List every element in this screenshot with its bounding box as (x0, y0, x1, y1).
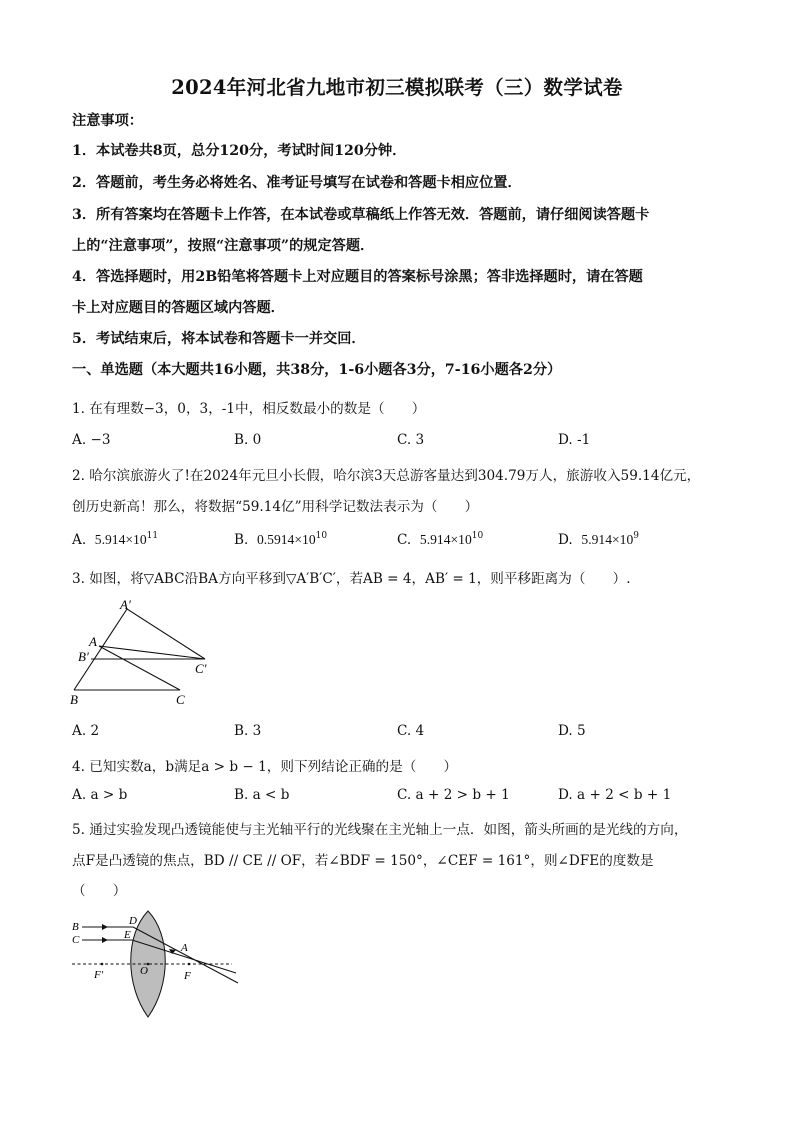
question-2-option-d[interactable] (558, 532, 639, 548)
label-b: B (70, 692, 78, 707)
question-4-option-a[interactable]: A. a > b (72, 787, 128, 803)
label-a: A (89, 634, 97, 649)
notice-item: 2．答题前，考生务必将姓名、准考证号填写在试卷和答题卡相应位置． (72, 175, 522, 191)
option-value: 0.5914×10 (256, 532, 316, 547)
label-b-prime: B′ (78, 649, 89, 664)
question-2-option-a[interactable] (72, 532, 158, 548)
notice-item: 5．考试结束后，将本试卷和答题卡一并交回． (72, 331, 366, 347)
label-c: C (72, 934, 80, 946)
question-1-option-c[interactable]: C. 3 (397, 432, 425, 448)
notice-item: 上的“注意事项”，按照“注意事项”的规定答题． (72, 238, 375, 254)
question-4-stem: 4. 已知实数a，b满足a > b − 1，则下列结论正确的是（ ） (72, 759, 458, 775)
option-value: 5.914×10 (419, 532, 472, 547)
question-3-option-c[interactable]: C. 4 (397, 723, 425, 739)
label-c: C (176, 692, 185, 707)
question-1-option-b[interactable]: B. 0 (234, 432, 262, 448)
label-o: O (140, 965, 148, 977)
question-3-option-d[interactable]: D. 5 (558, 723, 586, 739)
question-2-stem: 2. 哈尔滨旅游火了!在2024年元旦小长假，哈尔滨3天总游客量达到304.79万人，旅游收入59.14亿元， (72, 468, 701, 484)
option-label: D. (558, 532, 573, 548)
notice-item: 4．答选择题时，用2B铅笔将答题卡上对应题目的答案标号涂黑；答非选择题时，请在答题 (72, 269, 643, 285)
label-f: F (184, 970, 191, 982)
option-label: A. (72, 532, 87, 548)
label-e: E (124, 929, 131, 941)
option-value: 5.914×10 (581, 532, 634, 547)
label-d: D (129, 915, 137, 927)
option-label: B. (234, 532, 249, 548)
notice-item: 3．所有答案均在答题卡上作答，在本试卷或草稿纸上作答无效．答题前，请仔细阅读答题卡 (72, 207, 650, 223)
translation-triangle-figure (60, 595, 230, 710)
exponent: 10 (471, 531, 484, 541)
label-a-prime: A′ (120, 597, 131, 612)
question-4-option-d[interactable]: D. a + 2 < b + 1 (558, 787, 672, 803)
label-a: A (181, 942, 188, 954)
question-3-stem: 3. 如图，将▽ABC沿BA方向平移到▽A′B′C′，若AB = 4，AB′ = 1，则平移距离为（ ）. (72, 571, 631, 587)
convex-lens-figure (68, 905, 248, 1025)
question-4-option-b[interactable]: B. a < b (234, 787, 290, 803)
question-2-option-b[interactable] (234, 532, 327, 548)
question-2-option-c[interactable] (397, 532, 483, 548)
question-5-stem: 5. 通过实验发现凸透镜能使与主光轴平行的光线聚在主光轴上一点．如图，箭头所画的是光线的方向， (72, 822, 688, 838)
question-2-stem: 创历史新高！那么，将数据“59.14亿”用科学记数法表示为（ ） (72, 499, 479, 515)
label-f-prime: F′ (94, 969, 104, 981)
question-5-stem: （ ） (72, 883, 127, 899)
question-3-option-a[interactable]: A. 2 (72, 723, 100, 739)
question-1-stem: 1. 在有理数−3，0，3，-1中，相反数最小的数是（ ） (72, 401, 426, 417)
option-value: 5.914×10 (94, 532, 147, 547)
exam-title: 2024年河北省九地市初三模拟联考（三）数学试卷 (171, 76, 623, 99)
exponent: 9 (633, 531, 639, 541)
question-3-option-b[interactable]: B. 3 (234, 723, 262, 739)
question-1-option-d[interactable]: D. -1 (558, 432, 591, 448)
question-4-option-c[interactable]: C. a + 2 > b + 1 (397, 787, 510, 803)
label-b: B (72, 921, 79, 933)
question-5-stem: 点F是凸透镜的焦点，BD // CE // OF，若∠BDF = 150°，∠CEF = 161°，则∠DFE的度数是 (72, 853, 654, 869)
notice-item: 1．本试卷共8页，总分120分，考试时间120分钟． (72, 143, 407, 159)
notice-item: 卡上对应题目的答题区域内答题． (72, 300, 285, 316)
option-label: C. (397, 532, 412, 548)
exponent: 11 (146, 531, 159, 541)
section-heading: 一、单选题（本大题共16小题，共38分，1-6小题各3分，7-16小题各2分） (72, 362, 562, 378)
notice-heading: 注意事项： (72, 113, 143, 129)
exponent: 10 (315, 531, 328, 541)
label-c-prime: C′ (195, 661, 207, 676)
question-1-option-a[interactable]: A. −3 (72, 432, 111, 448)
